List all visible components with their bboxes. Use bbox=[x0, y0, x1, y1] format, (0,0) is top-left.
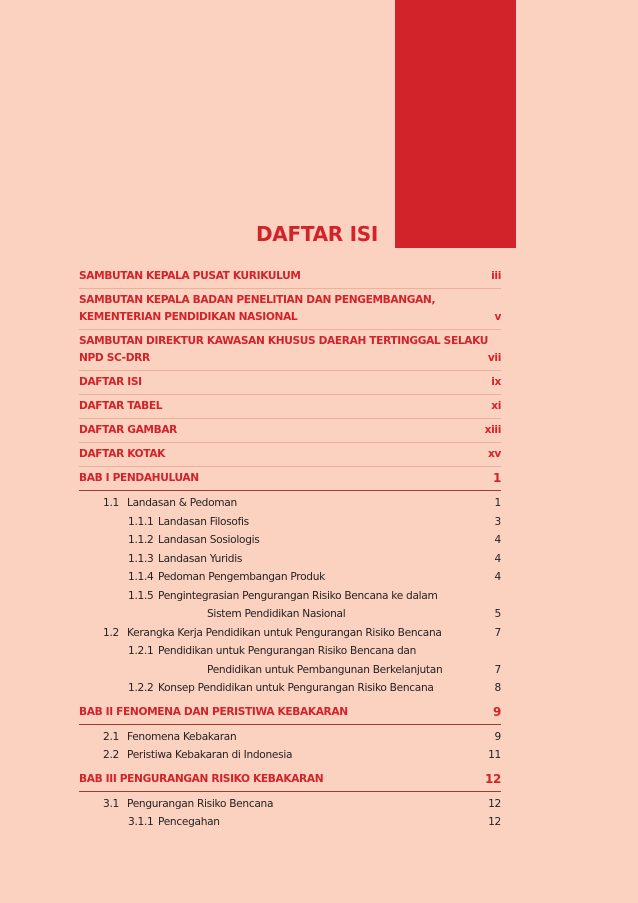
toc-page-number: 1 bbox=[494, 497, 501, 509]
toc-page-number: 12 bbox=[488, 816, 501, 828]
toc-entry-title: Pendidikan untuk Pengurangan Risiko Bencana dan bbox=[158, 645, 417, 657]
toc-entry-title: BAB II FENOMENA DAN PERISTIWA KEBAKARAN bbox=[79, 705, 348, 718]
toc-entry-number: 1.1.3 bbox=[128, 552, 154, 565]
toc-entry[interactable] bbox=[79, 704, 501, 725]
toc-entry-number: 1.2.2 bbox=[128, 682, 154, 694]
toc-page-number: xi bbox=[491, 400, 501, 412]
toc-entry-title: Pedoman Pengembangan Produk bbox=[158, 571, 325, 583]
toc-entry-title: Landasan Filosofis bbox=[158, 515, 249, 528]
toc-page-number: xv bbox=[487, 448, 501, 460]
toc-entry[interactable] bbox=[79, 746, 501, 765]
toc-page-number: 12 bbox=[488, 797, 501, 810]
toc-page-number: 9 bbox=[494, 730, 501, 743]
toc-entry[interactable] bbox=[79, 679, 501, 698]
toc-page-number: vii bbox=[487, 352, 501, 364]
toc-page-number: 11 bbox=[488, 749, 501, 761]
toc-entry-title: BAB III PENGURANGAN RISIKO KEBAKARAN bbox=[79, 772, 324, 785]
toc-entry[interactable] bbox=[79, 470, 501, 491]
toc-page-number: 9 bbox=[493, 704, 501, 719]
page-title: DAFTAR ISI bbox=[256, 222, 378, 246]
toc-page-number: 12 bbox=[485, 771, 501, 786]
toc-page-number: 7 bbox=[494, 626, 501, 639]
toc-entry-title: SAMBUTAN DIREKTUR KAWASAN KHUSUS DAERAH TERTINGGAL SELAKU bbox=[79, 335, 489, 347]
toc-entry-title: Pengintegrasian Pengurangan Risiko Bencana ke dalam bbox=[158, 589, 438, 602]
toc-page-number: xiii bbox=[484, 424, 501, 436]
toc-entry-title: Kerangka Kerja Pendidikan untuk Pengurangan Risiko Bencana bbox=[127, 626, 442, 639]
toc-entry-number: 1.2.1 bbox=[128, 645, 154, 657]
toc-entry-number: 1.1.2 bbox=[128, 534, 154, 546]
toc-entry[interactable] bbox=[79, 624, 501, 643]
toc-entry[interactable] bbox=[79, 771, 501, 792]
toc-entry[interactable] bbox=[79, 568, 501, 587]
toc-entry[interactable] bbox=[79, 531, 501, 550]
toc-entry-title: Konsep Pendidikan untuk Pengurangan Risiko Bencana bbox=[158, 682, 434, 694]
toc-entry[interactable] bbox=[79, 813, 501, 832]
toc-page-number: v bbox=[494, 311, 501, 323]
toc-entry[interactable] bbox=[79, 446, 501, 467]
toc-entry[interactable] bbox=[79, 795, 501, 814]
toc-entry-number: 2.1 bbox=[103, 730, 119, 743]
toc-entry[interactable] bbox=[79, 422, 501, 443]
toc-entry-title: DAFTAR TABEL bbox=[79, 400, 163, 412]
toc-entry[interactable] bbox=[79, 494, 501, 513]
toc-entry[interactable] bbox=[79, 587, 501, 624]
toc-page-number: ix bbox=[491, 376, 501, 388]
toc-entry-number: 2.2 bbox=[103, 749, 119, 761]
toc-entry-title: Landasan Yuridis bbox=[158, 552, 243, 565]
toc-entry-title: BAB I PENDAHULUAN bbox=[79, 472, 199, 484]
toc-page-number: iii bbox=[491, 270, 501, 282]
toc-entry-number: 1.2 bbox=[103, 626, 119, 639]
toc-entry-title: KEMENTERIAN PENDIDIKAN NASIONAL bbox=[79, 311, 298, 323]
toc-page-number: 5 bbox=[494, 608, 501, 620]
toc-entry[interactable] bbox=[79, 292, 501, 330]
toc-entry[interactable] bbox=[79, 333, 501, 371]
toc-entry-number: 1.1 bbox=[103, 497, 119, 509]
toc-entry-title: Fenomena Kebakaran bbox=[127, 730, 237, 743]
table-of-contents bbox=[79, 268, 501, 832]
toc-entry-title: SAMBUTAN KEPALA PUSAT KURIKULUM bbox=[79, 270, 301, 282]
toc-entry-number: 1.1.4 bbox=[128, 571, 154, 583]
toc-entry-title: NPD SC-DRR bbox=[79, 352, 150, 364]
toc-entry-number: 1.1.5 bbox=[128, 589, 154, 602]
toc-entry-title: Sistem Pendidikan Nasional bbox=[207, 608, 346, 620]
toc-page-number: 3 bbox=[494, 515, 501, 528]
toc-entry-title: SAMBUTAN KEPALA BADAN PENELITIAN DAN PENGEMBANGAN, bbox=[79, 294, 436, 306]
toc-entry[interactable] bbox=[79, 642, 501, 679]
toc-entry-title: Landasan & Pedoman bbox=[127, 497, 237, 509]
toc-entry[interactable] bbox=[79, 268, 501, 289]
toc-entry[interactable] bbox=[79, 513, 501, 532]
toc-page-number: 1 bbox=[493, 471, 501, 485]
toc-entry-title: Landasan Sosiologis bbox=[158, 534, 260, 546]
toc-entry-title: DAFTAR GAMBAR bbox=[79, 424, 177, 436]
toc-entry-number: 1.1.1 bbox=[128, 515, 154, 528]
toc-entry-title: DAFTAR ISI bbox=[79, 376, 142, 388]
toc-entry-title: DAFTAR KOTAK bbox=[79, 448, 166, 460]
toc-page-number: 8 bbox=[494, 682, 501, 694]
toc-entry-title: Peristiwa Kebakaran di Indonesia bbox=[127, 749, 293, 761]
toc-entry[interactable] bbox=[79, 550, 501, 569]
toc-entry[interactable] bbox=[79, 728, 501, 747]
toc-entry-title: Pendidikan untuk Pembangunan Berkelanjutan bbox=[207, 663, 443, 676]
toc-entry-title: Pengurangan Risiko Bencana bbox=[127, 797, 274, 810]
red-accent-bar bbox=[395, 0, 516, 248]
toc-entry-number: 3.1 bbox=[103, 797, 119, 810]
toc-page-number: 4 bbox=[494, 571, 501, 583]
toc-page-number: 7 bbox=[494, 663, 501, 676]
toc-entry[interactable] bbox=[79, 374, 501, 395]
toc-entry-title: Pencegahan bbox=[158, 816, 220, 828]
toc-page-number: 4 bbox=[494, 552, 501, 565]
toc-page-number: 4 bbox=[494, 534, 501, 546]
toc-entry-number: 3.1.1 bbox=[128, 816, 154, 828]
toc-entry[interactable] bbox=[79, 398, 501, 419]
